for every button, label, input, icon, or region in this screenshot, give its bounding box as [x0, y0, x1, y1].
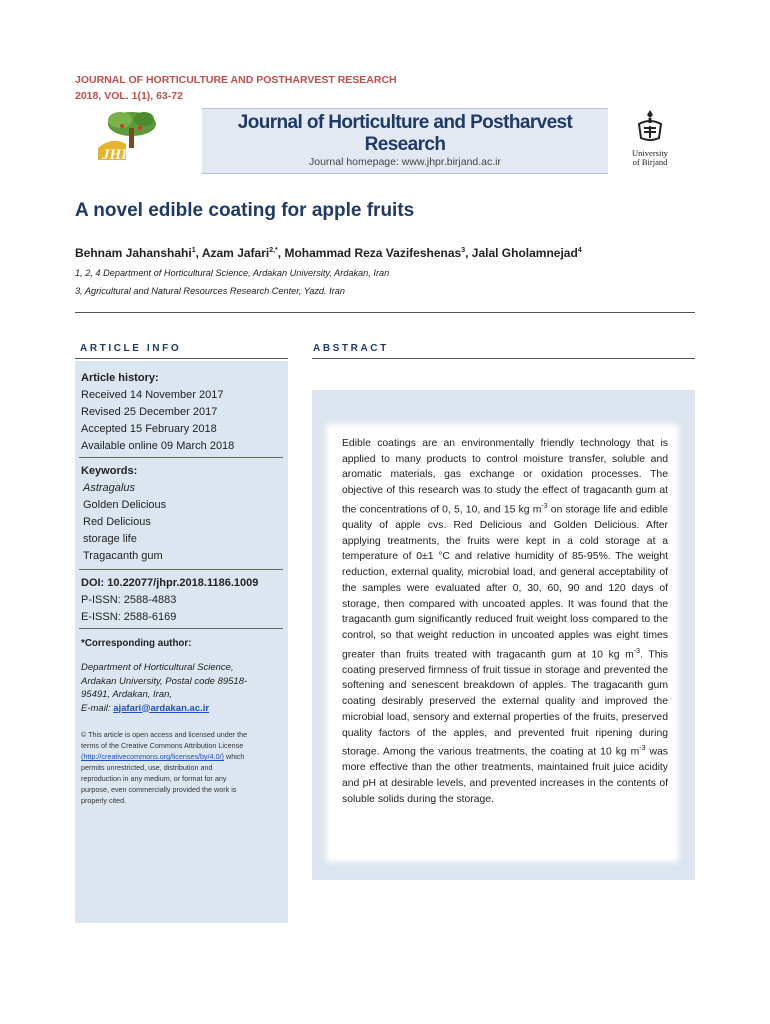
author-affiliation-mark: 3 [461, 247, 466, 254]
university-name-line1: University [632, 148, 668, 158]
email-line [81, 702, 281, 716]
journal-header-banner [202, 108, 608, 174]
address-line: Ardakan University, Postal code 89518- [81, 675, 248, 687]
author-affiliation-mark: 2,* [269, 247, 278, 254]
abstract-segment: Edible coatings are an environmentally friendly technology that is applied to many products to control moisture transfer, soluble and aromatic materials, gas exchange or oxidation processes. The objective of this research was to study the effect of tragacanth gum at the concentrations of 0, 5, 10, and 15 kg m [342, 438, 668, 516]
author-name: Mohammad Reza Vazifeshenas [284, 246, 462, 260]
keyword-item: Astragalus [83, 482, 135, 494]
university-logo [622, 108, 678, 168]
author-affiliation-mark: 1 [191, 247, 196, 254]
author-name: Jalal Gholamnejad [471, 246, 578, 260]
doi[interactable]: DOI: 10.22077/jhpr.2018.1186.1009 [81, 577, 259, 589]
license-notice [81, 729, 279, 806]
license-line: © This article is open access and licensed under the [81, 730, 248, 739]
abstract-box [330, 428, 675, 858]
article-history-label: Article history: [81, 372, 159, 384]
journal-homepage[interactable]: Journal homepage: www.jhpr.birjand.ac.ir [308, 156, 502, 168]
affiliation-1: 1, 2, 4 Department of Horticultural Science, Ardakan University, Ardakan, Iran [75, 268, 390, 278]
electronic-issn: E-ISSN: 2588-6169 [81, 611, 177, 623]
author-name: Azam Jafari [201, 246, 270, 260]
logo-text: JHPR [102, 147, 141, 163]
accepted-date: Accepted 15 February 2018 [81, 423, 217, 435]
university-emblem-icon [635, 108, 665, 144]
license-line [81, 751, 279, 762]
info-divider [79, 457, 283, 458]
online-date: Available online 09 March 2018 [81, 440, 235, 452]
received-date: Received 14 November 2017 [81, 389, 224, 401]
university-name-line2: of Birjand [632, 157, 668, 167]
affiliation-2: 3, Agricultural and Natural Resources Research Center, Yazd. Iran [75, 286, 345, 296]
keyword-item: storage life [83, 533, 137, 545]
journal-name-line: JOURNAL OF HORTICULTURE AND POSTHARVEST RESEARCH [75, 74, 397, 86]
license-link[interactable]: (http://creativecommons.org/licenses/by/4.0/) [81, 752, 225, 761]
info-divider [79, 628, 283, 629]
section-divider [75, 312, 695, 313]
license-line: permits unrestricted, use, distribution and [81, 763, 213, 772]
author-name: Behnam Jahanshahi [75, 246, 192, 260]
address-line: Department of Horticultural Science, [81, 662, 234, 673]
license-line: purpose, even commercially provided the work is [81, 785, 237, 794]
email-link[interactable]: ajafari@ardakan.ac.ir [113, 702, 210, 714]
abstract-superscript: -3 [541, 502, 548, 510]
abstract-segment: . This coating preserved firmness of fruit tissue in storage and prevented the softening and senescent breakdown of apples. The tragacanth gum coating desirably preserved the external quality and improved the microbial load, sensory and external properties of the fruits, preserved quality factors of the apples, and prevented fruit ripening during storage. Among the various treatments, the coating at 10 kg m [342, 649, 668, 758]
abstract-segment: on storage life and edible quality of apple cvs. Red Delicious and Golden Delicious. After applying treatments, the fruits were kept in a cold storage at a temperature of 0±1 °C and relative humidity of 85-95%. The weight reduction, external quality, microbial load, and general acceptability of the samples were evaluated after 0, 30, 60, 90 and 120 days of storage, then compared with uncoated apples. It was found that the tragacanth gum significantly reduced fruit weight loss compared to the control, so that weight reduction in uncoated apples was eight times greater than fruits treated with tragacanth gum at 10 kg m [342, 504, 668, 661]
address-line: 95491, Ardakan, Iran, [81, 689, 173, 700]
journal-title: Journal of Horticulture and Postharvest Research [237, 112, 573, 155]
author-list: Behnam Jahanshahi$^1$, Azam Jafari$^{2,*}$, Mohammad Reza Vazifeshenas$^3$, Jalal Gholamnejad$^4$ [75, 246, 582, 260]
keywords-label: Keywords: [81, 465, 138, 477]
journal-volume-line: 2018, VOL. 1(1), 63-72 [75, 90, 183, 102]
jhpr-logo [92, 108, 162, 166]
corresponding-author-label: *Corresponding author: [81, 638, 192, 649]
article-info-panel [75, 361, 288, 923]
abstract-rule [312, 358, 695, 359]
article-info-heading: ARTICLE INFO [80, 343, 182, 354]
info-divider [79, 569, 283, 570]
keyword-item: Red Delicious [83, 516, 151, 528]
journal-reference [75, 72, 397, 104]
article-info-rule [75, 358, 288, 359]
abstract-superscript: -3 [633, 647, 641, 655]
author-affiliation-mark: 4 [577, 247, 582, 254]
abstract-heading: ABSTRACT [313, 343, 389, 354]
abstract-superscript: -3 [639, 745, 646, 753]
license-text: which [224, 752, 245, 761]
email-label: E-mail: [81, 702, 111, 714]
license-line: properly cited. [81, 796, 127, 805]
keyword-item: Golden Delicious [83, 499, 167, 511]
abstract-panel [312, 390, 695, 880]
corresponding-address [81, 661, 281, 715]
abstract-segment: was more effective than the other treatments, maintained fruit juice acidity and pH at desirable levels, and prevented increases in the contents of soluble solids during the storage. [342, 746, 668, 805]
license-line: terms of the Creative Commons Attribution License [81, 741, 244, 750]
abstract-text [342, 436, 668, 808]
keyword-item: Tragacanth gum [83, 550, 163, 562]
print-issn: P-ISSN: 2588-4883 [81, 594, 177, 606]
paper-title: A novel edible coating for apple fruits [75, 200, 415, 221]
revised-date: Revised 25 December 2017 [81, 406, 218, 418]
license-line: reproduction in any medium, or format for any [81, 774, 227, 783]
